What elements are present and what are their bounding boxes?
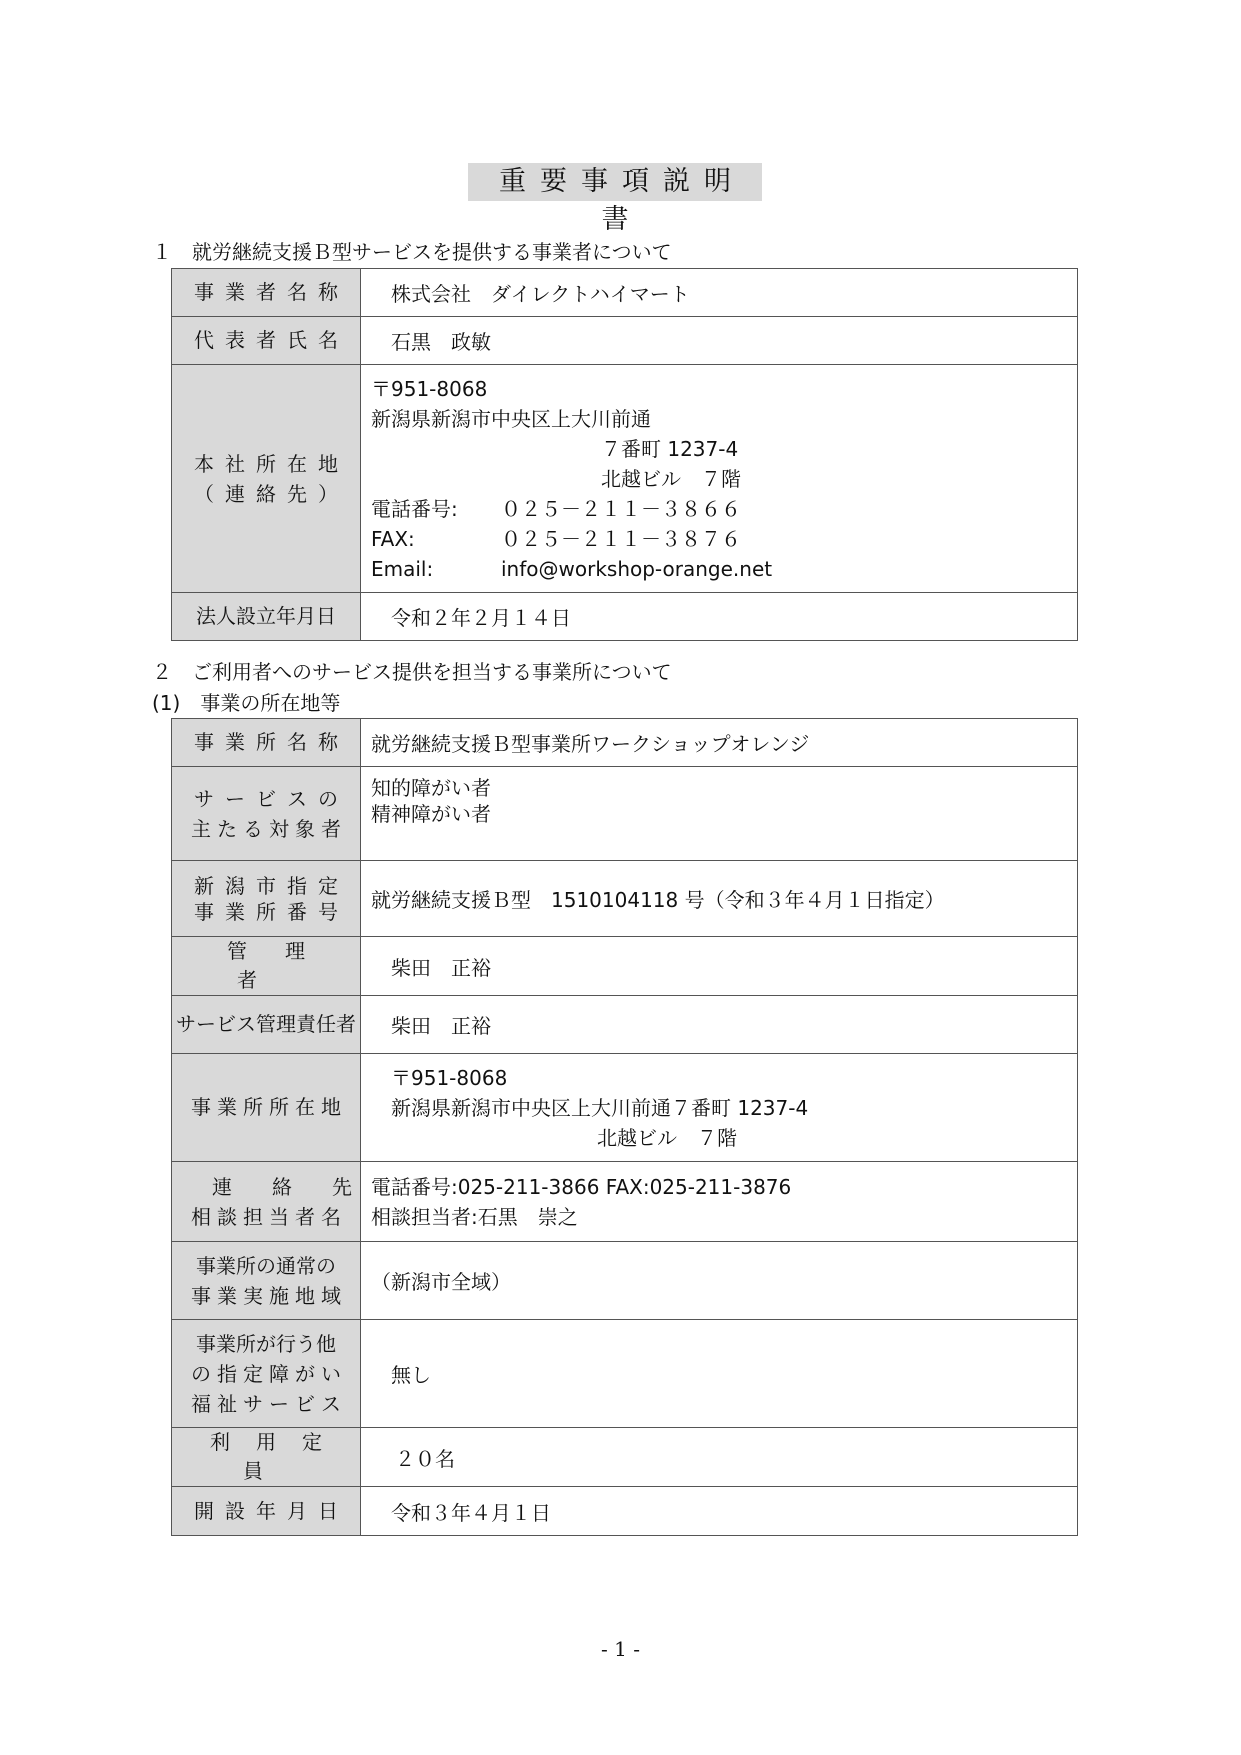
company-name-label: 事業者名称 bbox=[172, 269, 361, 317]
service-manager-label: サービス管理責任者 bbox=[172, 996, 361, 1054]
service-manager-value: 柴田 正裕 bbox=[361, 996, 1078, 1054]
section-2-subheading: (1) 事業の所在地等 bbox=[152, 691, 341, 715]
headquarters-label: 本社所在地 （連絡先） bbox=[172, 365, 361, 593]
hq-postal: 〒951-8068 bbox=[371, 376, 488, 401]
service-area-value: （新潟市全域） bbox=[361, 1242, 1078, 1320]
established-label: 法人設立年月日 bbox=[172, 593, 361, 641]
hq-email: Email: info@workshop-orange.net bbox=[371, 556, 773, 581]
capacity-label: 利用定員 bbox=[172, 1428, 361, 1487]
capacity-value: ２０名 bbox=[361, 1428, 1078, 1487]
designation-label: 新潟市指定 事業所番号 bbox=[172, 861, 361, 937]
manager-label: 管理者 bbox=[172, 937, 361, 996]
contact-label: 連絡先 相談担当者名 bbox=[172, 1162, 361, 1242]
representative-value: 石黒 政敏 bbox=[361, 317, 1078, 365]
document-title: 重要事項説明書 bbox=[468, 163, 762, 201]
manager-value: 柴田 正裕 bbox=[361, 937, 1078, 996]
page-number: - 1 - bbox=[601, 1637, 640, 1661]
office-location-value: 〒951-8068 新潟県新潟市中央区上大川前通７番町 1237-4 北越ビル ７階 bbox=[361, 1054, 1078, 1162]
designation-value: 就労継続支援Ｂ型 1510104118 号（令和３年４月１日指定） bbox=[361, 861, 1078, 937]
office-name-value: 就労継続支援Ｂ型事業所ワークショップオレンジ bbox=[361, 719, 1078, 767]
established-value: 令和２年２月１４日 bbox=[361, 593, 1078, 641]
office-table bbox=[171, 718, 1078, 1536]
headquarters-value bbox=[361, 365, 1078, 593]
section-1-heading: １ 就労継続支援Ｂ型サービスを提供する事業者について bbox=[152, 240, 672, 264]
hq-address-2: ７番町 1237-4 bbox=[601, 436, 739, 461]
service-area-label: 事業所の通常の 事業実施地域 bbox=[172, 1242, 361, 1320]
opening-date-label: 開設年月日 bbox=[172, 1487, 361, 1536]
target-label: サービスの 主たる対象者 bbox=[172, 767, 361, 861]
office-name-label: 事業所名称 bbox=[172, 719, 361, 767]
hq-tel: 電話番号: ０２５－２１１－３８６６ bbox=[371, 496, 741, 521]
hq-fax: FAX: ０２５－２１１－３８７６ bbox=[371, 526, 741, 551]
target-value: 知的障がい者 精神障がい者 bbox=[361, 767, 1078, 861]
hq-address-1: 新潟県新潟市中央区上大川前通 bbox=[371, 406, 651, 431]
contact-value: 電話番号:025-211-3866 FAX:025-211-3876 相談担当者:石黒 崇之 bbox=[361, 1162, 1078, 1242]
office-location-label: 事業所所在地 bbox=[172, 1054, 361, 1162]
company-name-value: 株式会社 ダイレクトハイマート bbox=[361, 269, 1078, 317]
provider-table bbox=[171, 268, 1078, 641]
other-services-label: 事業所が行う他 の指定障がい 福祉サービス bbox=[172, 1320, 361, 1428]
hq-address-3: 北越ビル ７階 bbox=[601, 466, 741, 491]
other-services-value: 無し bbox=[361, 1320, 1078, 1428]
section-2-heading: ２ ご利用者へのサービス提供を担当する事業所について bbox=[152, 660, 672, 684]
representative-label: 代表者氏名 bbox=[172, 317, 361, 365]
opening-date-value: 令和３年４月１日 bbox=[361, 1487, 1078, 1536]
